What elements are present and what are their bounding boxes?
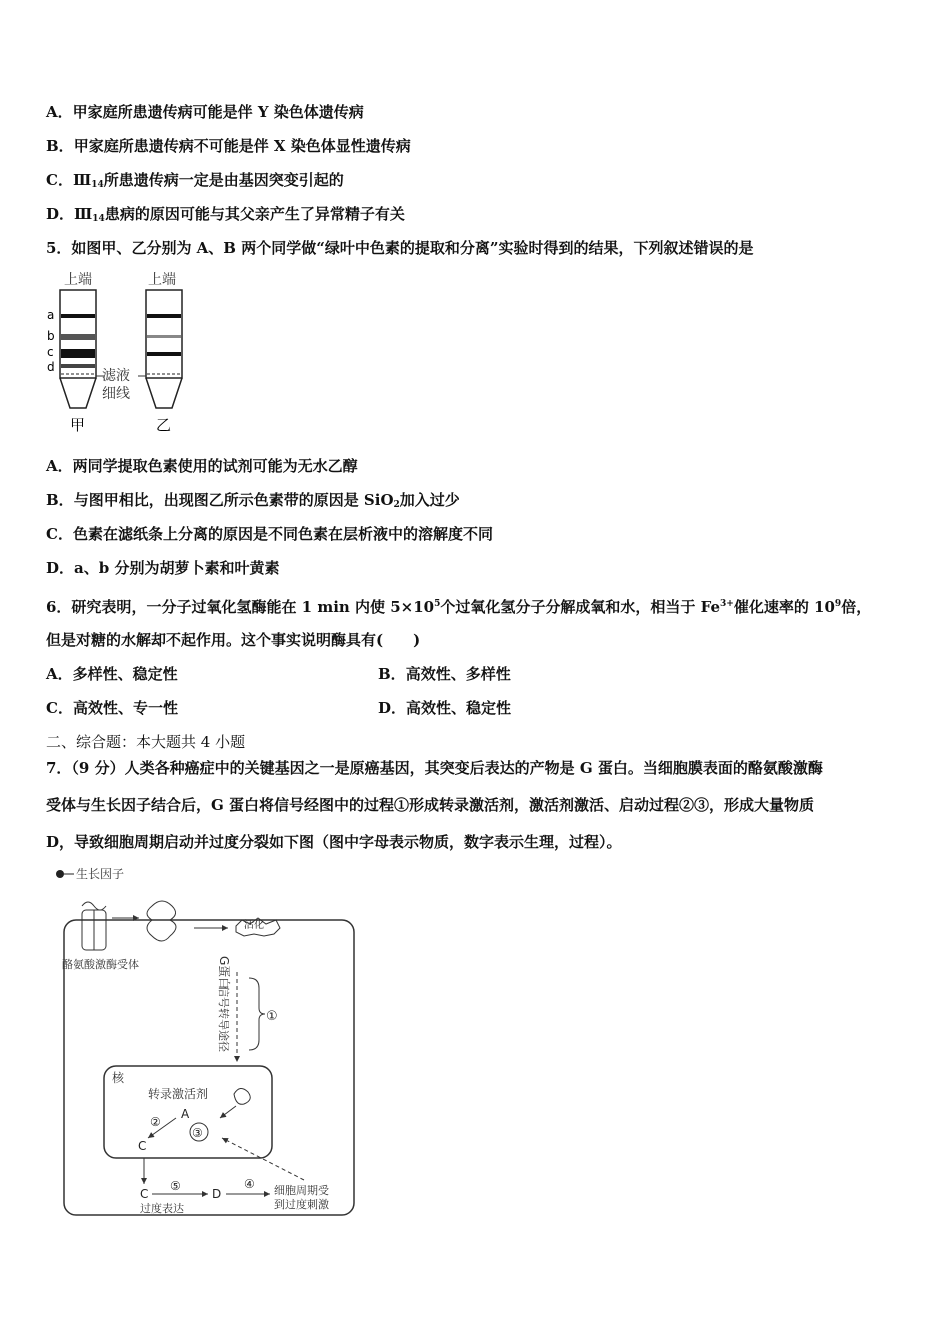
g-protein-label: G蛋白: [217, 956, 231, 990]
band-letter-c: c: [47, 345, 54, 359]
band-letter-a: a: [47, 308, 55, 322]
letter-d: D: [212, 1187, 222, 1201]
band-d: [61, 364, 95, 368]
cell-cycle-label-1: 细胞周期受: [274, 1184, 329, 1197]
pathway-label: 信号转导途径: [217, 986, 230, 1052]
top-end-label: 上端: [64, 272, 92, 288]
q4-option-d: D．$Ⅲ_{14}$患病的原因可能与其父亲产生了异常精子有关: [46, 205, 405, 224]
strip-label-yi: 乙: [156, 416, 172, 434]
q5-option-b: B．与图甲相比，出现图乙所示色素带的原因是 SiO$_2$加入过少: [46, 491, 460, 510]
band-letter-b: b: [47, 329, 55, 343]
q6-stem-line2: 但是对糖的水解却不起作用。这个事实说明酶具有( ): [46, 631, 421, 649]
band-b-yi: [147, 335, 181, 338]
letter-c: C: [138, 1139, 147, 1153]
q7-stem-line1: 7．（9 分）人类各种癌症中的关键基因之一是原癌基因，其突变后表达的产物是 G 蛋白。当细胞膜表面的酪氨酸激酶: [46, 759, 823, 777]
q6-option-d: D．高效性、稳定性: [378, 699, 512, 717]
q6-option-a: A．多样性、稳定性: [46, 665, 178, 683]
overexpress-label: 过度表达: [140, 1202, 184, 1215]
receptor-shape: [82, 902, 106, 950]
q6-option-c: C．高效性、专一性: [46, 699, 178, 717]
band-b: [61, 334, 95, 340]
cell-cycle-label-2: 到过度刺激: [274, 1198, 329, 1211]
strip-yi: [146, 290, 182, 408]
q5-stem: 5．如图甲、乙分别为 A、B 两个同学做“绿叶中色素的提取和分离”实验时得到的结果，下列叙述错误的是: [46, 239, 754, 257]
process-5-label: ⑤: [170, 1179, 181, 1193]
top-end-label-right: 上端: [148, 272, 176, 288]
q7-stem-line3: D，导致细胞周期启动并过度分裂如下图（图中字母表示物质，数字表示生理，过程）。: [46, 833, 622, 851]
growth-factor-label: 生长因子: [76, 867, 125, 881]
strip-label-jia: 甲: [70, 416, 86, 434]
signal-pathway-figure: [44, 862, 384, 1230]
process-2-label: ②: [150, 1115, 161, 1129]
q6-stem-line1: 6．研究表明，一分子过氧化氢酶能在 1 min 内使 $5\times 10^5$个过氧化氢分子分解成氧和水，相当于 $Fe^{3+}$催化速率的 $10^9$倍，: [46, 598, 872, 616]
g-protein-top-label: 活化: [244, 920, 264, 931]
q4-option-c: C．$Ⅲ_{14}$所患遗传病一定是由基因突变引起的: [46, 171, 344, 190]
filtrate-line-label-2: 细线: [102, 386, 130, 402]
growth-factor-dot: [56, 870, 64, 878]
band-c-yi: [147, 352, 181, 356]
process-3-label: ③: [192, 1126, 203, 1140]
chromatography-figure: [44, 268, 194, 438]
process-4-label: ④: [244, 1177, 255, 1191]
band-a: [61, 314, 95, 318]
letter-a: A: [181, 1107, 190, 1121]
filtrate-line-label-1: 滤液: [102, 368, 130, 384]
nucleus-label: 核: [112, 1071, 125, 1085]
band-c: [61, 349, 95, 358]
q6-option-b: B．高效性、多样性: [378, 665, 511, 683]
band-letter-d: d: [47, 360, 55, 374]
q5-option-c: C．色素在滤纸条上分离的原因是不同色素在层析液中的溶解度不同: [46, 525, 493, 543]
feedback-arrow: [222, 1138, 304, 1180]
process-1-brace: [249, 978, 265, 1050]
strip-jia: [60, 290, 96, 408]
process-1-label: ①: [266, 1009, 278, 1024]
receptor-label: 酪氨酸激酶受体: [62, 958, 139, 971]
activator-shape: [234, 1088, 250, 1104]
letter-c-2: C: [140, 1187, 149, 1201]
band-a-yi: [147, 314, 181, 318]
q4-option-a: A．甲家庭所患遗传病可能是伴 Y 染色体遗传病: [46, 103, 364, 121]
q4-option-b: B．甲家庭所患遗传病不可能是伴 X 染色体显性遗传病: [46, 137, 411, 155]
q5-option-d: D．a、b 分别为胡萝卜素和叶黄素: [46, 559, 280, 577]
q7-stem-line2: 受体与生长因子结合后，G 蛋白将信号经图中的过程①形成转录激活剂，激活剂激活、启动过程②③，形成大量物质: [46, 796, 815, 814]
q5-option-a: A．两同学提取色素使用的试剂可能为无水乙醇: [46, 457, 358, 475]
activator-label: 转录激活剂: [148, 1087, 209, 1101]
section-2-heading: 二、综合题：本大题共 4 小题: [46, 733, 246, 751]
activated-receptor-shape: [147, 901, 176, 941]
